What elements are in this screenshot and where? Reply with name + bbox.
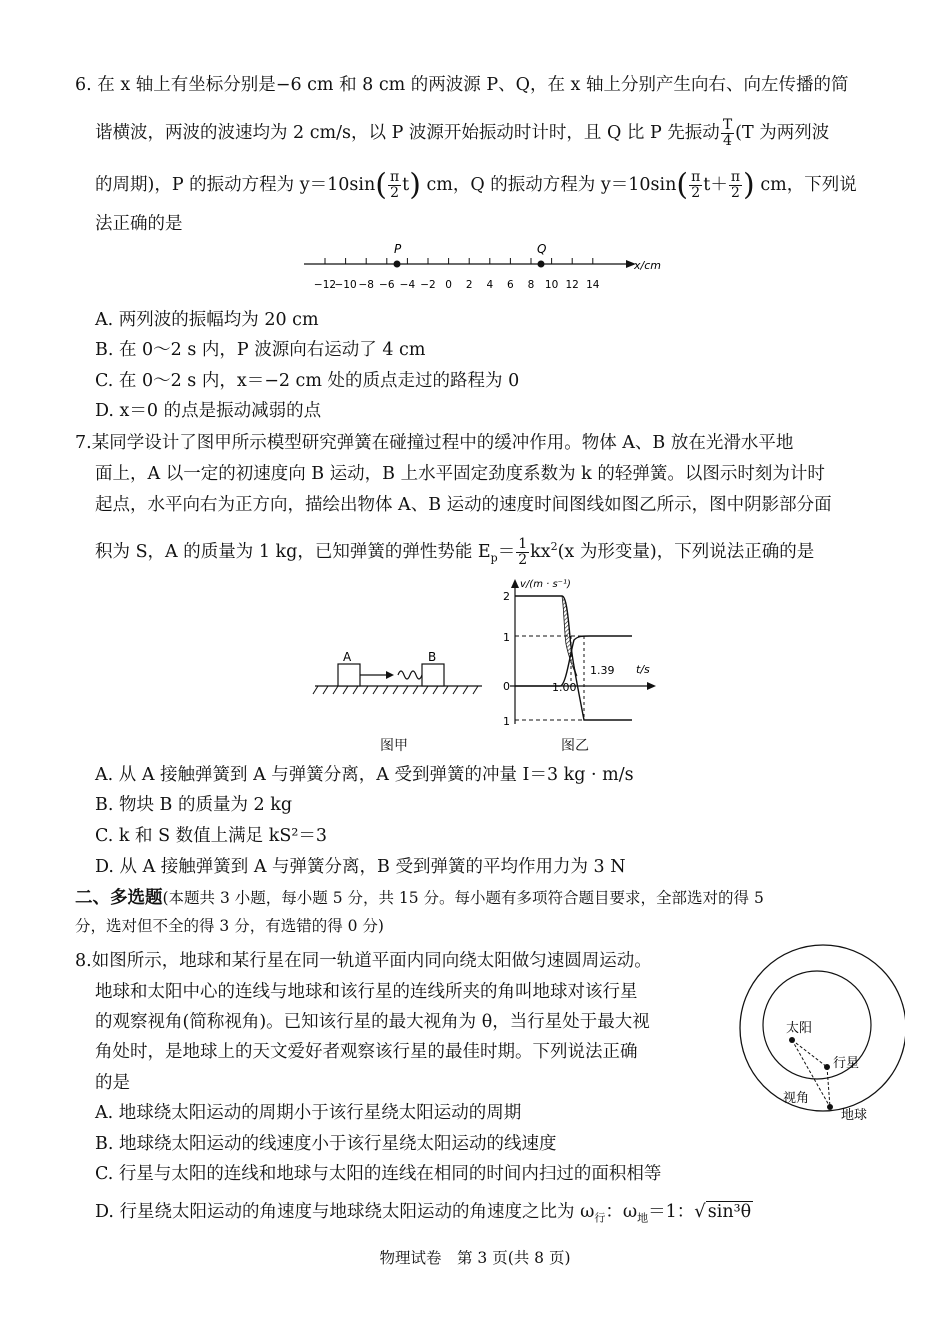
q7-line1: 7.某同学设计了图甲所示模型研究弹簧在碰撞过程中的缓冲作用。物体 A、B 放在光滑水平地 (75, 433, 794, 453)
sqrt-expression: sin³θ (707, 1202, 752, 1222)
q6-line2: 谐横波，两波的波速均为 2 cm/s，以 P 波源开始振动时计时，且 Q 比 P 先振动 $\frac{T}{4}$ (T 为两列波 (95, 117, 830, 149)
q6-option-c: C. 在 0～2 s 内，x＝−2 cm 处的质点走过的路程为 0 (95, 371, 520, 391)
earth-label: 地球 (841, 1108, 868, 1123)
axis-unit-label: x/cm (634, 259, 661, 272)
block-b (422, 664, 444, 686)
t-tick-1.39: 1.39 (590, 664, 615, 677)
source-p-label: P (394, 242, 402, 256)
axis-tick-label: 2 (465, 279, 473, 291)
q8-line5: 的是 (95, 1073, 130, 1093)
t-tick-1.00: 1.00 (552, 681, 577, 694)
earth-orbit (740, 945, 905, 1111)
q6-number-line (300, 236, 680, 302)
q7-line2: 面上，A 以一定的初速度向 B 运动，B 上水平固定劲度系数为 k 的轻弹簧。以图示时刻为计时 (95, 464, 825, 484)
axis-tick-label: −6 (379, 279, 395, 291)
fraction-one-half: $\frac{1}{2}$ (518, 535, 528, 568)
block-a-label: A (343, 650, 352, 664)
figure-a-diagram (310, 640, 490, 710)
q8-option-d: D. 行星绕太阳运动的角速度与地球绕太阳运动的角速度之比为 $\omega_行$：$\omega_地=1$：√ sin³θ (95, 1201, 752, 1225)
fraction-pi-over-2: $\frac{\pi}{2}$ (691, 169, 701, 201)
axis-tick-label: −12 (313, 279, 337, 291)
fraction-pi-over-2: $\frac{\pi}{2}$ (389, 169, 400, 201)
curve-a (515, 596, 632, 720)
section-title: 二、多选题 (75, 888, 163, 908)
q7-option-d: D. 从 A 接触弹簧到 A 与弹簧分离，B 受到弹簧的平均作用力为 3 N (95, 857, 626, 877)
q8-line3: 的观察视角(简称视角)。已知该行星的最大视角为 θ，当行星处于最大视 (95, 1012, 650, 1032)
axis-tick-label: 12 (565, 279, 579, 291)
axis-tick-label: 14 (586, 279, 600, 291)
t-axis-label: t/s (636, 663, 650, 676)
axis-tick-label: −4 (399, 279, 416, 291)
section-2-header: 二、多选题(本题共 3 小题，每小题 5 分，共 15 分。每小题有多项符合题目要求，全部选对的得 5 (75, 888, 764, 908)
q6-option-d: D. x＝0 的点是振动减弱的点 (95, 401, 322, 421)
q6-number: 6. (75, 75, 92, 95)
q7-number: 7. (75, 433, 92, 453)
page-footer: 物理试卷 第 3 页(共 8 页) (379, 1249, 571, 1267)
q8-line4: 角处时，是地球上的天文爱好者观察该行星的最佳时期。下列说法正确 (95, 1042, 638, 1062)
q8-number: 8. (75, 951, 92, 971)
v-axis-label: v/(m · s⁻¹) (520, 579, 571, 590)
figure-b-vt-graph (500, 574, 670, 734)
q8-option-a: A. 地球绕太阳运动的周期小于该行星绕太阳运动的周期 (95, 1103, 522, 1123)
orbit-diagram (735, 940, 905, 1130)
q7-option-b: B. 物块 B 的质量为 2 kg (95, 795, 293, 815)
q8-line1: 8.如图所示，地球和某行星在同一轨道平面内同向绕太阳做匀速圆周运动。 (75, 951, 652, 971)
q7-line3: 起点，水平向右为正方向，描绘出物体 A、B 运动的速度时间图线如图乙所示，图中阴影部分面 (95, 495, 832, 515)
axis-tick-label: −2 (420, 279, 436, 291)
fraction-pi-over-2: $\frac{\pi}{2}$ (730, 169, 741, 201)
axis-tick-label: 6 (507, 279, 514, 291)
q6-option-a: A. 两列波的振幅均为 20 cm (95, 310, 319, 330)
q8-option-c: C. 行星与太阳的连线和地球与太阳的连线在相同的时间内扫过的面积相等 (95, 1164, 662, 1184)
axis-tick-label: −10 (334, 279, 357, 291)
fraction-t-over-4: $\frac{T}{4}$ (722, 117, 733, 149)
q7-line4: 积为 S，A 的质量为 1 kg，已知弹簧的弹性势能 $E_p=$ $\frac{1}{2}$ $kx^2(x$ 为形变量)，下列说法正确的是 (95, 535, 815, 568)
q7-option-c: C. k 和 S 数值上满足 kS²＝3 (95, 826, 327, 846)
axis-tick-label: 10 (544, 279, 559, 291)
figure-b-caption: 图乙 (561, 738, 589, 754)
axis-tick-label: 4 (486, 279, 494, 291)
figure-a-caption: 图甲 (380, 738, 408, 754)
planet-label: 行星 (833, 1056, 860, 1071)
q6-line1: 6. 在 x 轴上有坐标分别是−6 cm 和 8 cm 的两波源 P、Q，在 x 轴上分别产生向右、向左传播的简 (75, 75, 849, 95)
y-tick-0: 0 (503, 680, 510, 693)
section-2-desc: 分，选对但不全的得 3 分，有选错的得 0 分) (75, 917, 384, 935)
q8-option-b: B. 地球绕太阳运动的线速度小于该行星绕太阳运动的线速度 (95, 1134, 557, 1154)
q6-option-b: B. 在 0～2 s 内，P 波源向右运动了 4 cm (95, 340, 426, 360)
y-tick-2: 2 (503, 590, 510, 603)
source-q-dot (538, 261, 545, 268)
axis-tick-label: −8 (358, 279, 374, 291)
block-a (338, 664, 360, 686)
y-tick-neg1: 1 (503, 715, 510, 728)
axis-ticks (314, 258, 600, 291)
y-tick-1: 1 (503, 631, 510, 644)
angle-label: 视角 (783, 1091, 810, 1106)
q7-option-a: A. 从 A 接触弹簧到 A 与弹簧分离，A 受到弹簧的冲量 I＝3 kg · m/s (95, 765, 634, 785)
sun-label: 太阳 (786, 1021, 813, 1036)
source-p-dot (394, 261, 401, 268)
axis-tick-label: 0 (445, 279, 452, 291)
axis-tick-label: 8 (527, 279, 535, 291)
q8-line2: 地球和太阳中心的连线与地球和该行星的连线所夹的角叫地球对该行星 (95, 982, 638, 1002)
q6-line3: 的周期)，P 的振动方程为 y＝10sin( $\frac{\pi}{2}$ t) cm，Q 的振动方程为 y＝10sin( $\frac{\pi}{2}$ t＋ $\frac{\pi}{2}$ ) cm，下列说 (95, 167, 857, 203)
block-b-label: B (428, 650, 437, 664)
source-q-label: Q (537, 242, 547, 256)
q6-line4: 法正确的是 (95, 214, 183, 234)
